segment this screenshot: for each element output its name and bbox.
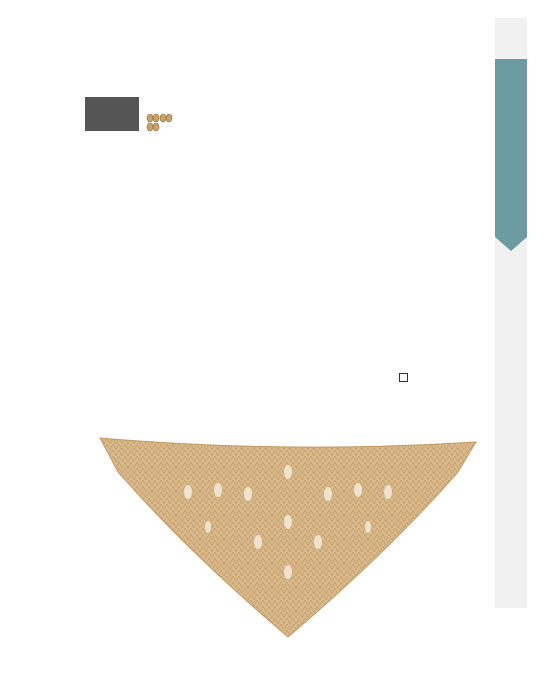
pattern-number [85, 97, 139, 131]
shawl-photo [98, 432, 478, 642]
legend-symbol [399, 373, 408, 382]
side-tab-pointer [495, 237, 527, 251]
knitting-chart [250, 268, 450, 418]
chart-legend [399, 373, 408, 382]
side-tab-active [495, 59, 527, 237]
yarn-skeins-icon [146, 113, 176, 133]
